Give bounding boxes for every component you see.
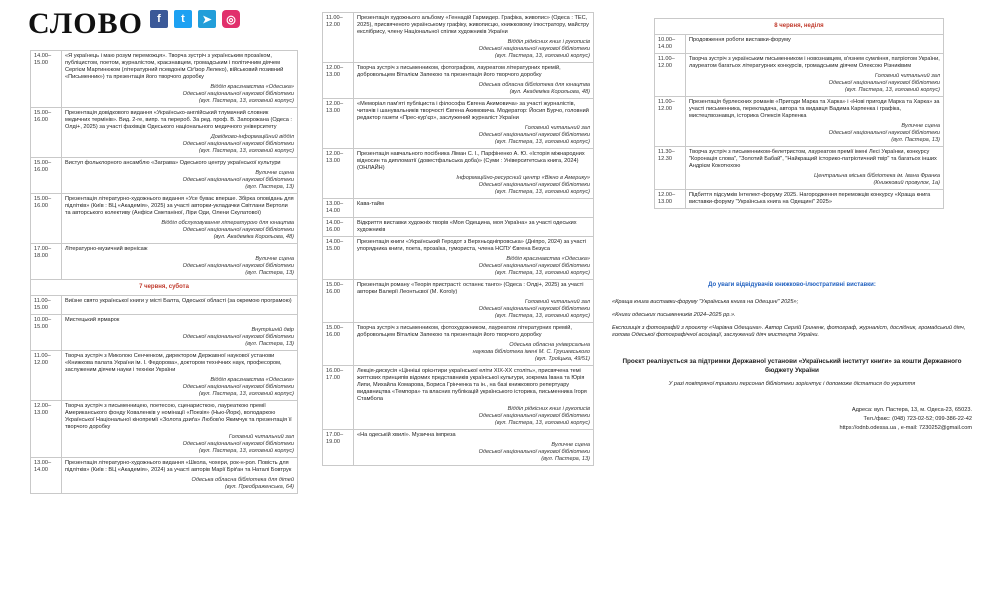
event-time: 13.00– 14.00 <box>31 458 62 494</box>
event-cell <box>686 35 944 54</box>
event-venue-address: Одеської національної наукової бібліотеки (вул. Пастера, 13) <box>182 177 294 190</box>
event-row <box>323 63 594 99</box>
event-venue-address: Одеської національної наукової бібліотеки (вул. Академіка Корольова, 48) <box>182 227 294 240</box>
event-description: Презентація роману «Теорія пристрасті: останнє танго» (Одеса : Олді+, 2025) за участі авторки Валерії Леонтьєвої (М. Koroly) <box>357 282 584 295</box>
event-time: 15.00– 16.00 <box>323 323 354 366</box>
event-cell <box>354 13 594 63</box>
event-row <box>655 147 944 190</box>
event-venue: Одеська обласна бібліотека для юнацтва <box>478 82 590 88</box>
event-time: 17.00– 19.00 <box>323 430 354 466</box>
event-venue: Головний читальний зал <box>524 125 590 131</box>
web-email-line[interactable]: https://odnb.odessa.ua , e-mail: 7230252@gmail.com <box>839 425 972 431</box>
air-alarm-note: У разі повітряної тривоги персонал бібліотеки зорієнтує і допоможе дістатися до укриття <box>668 381 916 387</box>
event-description: Презентація літературно-художнього видання «Усе буває вперше. Збірка оповідань для підлітків» (Київ : ВЦ «Академія», 2025) за участі авторки-укладачки Світлани Вертоли та авторського колективу (Анфіси Сметаніної, Ліри Оди, Олени Скулатової) <box>65 196 294 216</box>
site-logo[interactable] <box>28 9 143 39</box>
event-time: 11.30– 12.30 <box>655 147 686 190</box>
event-row <box>323 237 594 280</box>
event-cell <box>686 147 944 190</box>
day-heading-row <box>31 280 298 296</box>
event-description: Мистецький ярмарок <box>65 317 120 323</box>
event-venue: Центральна міська бібліотека ім. Івана Франка <box>814 173 940 179</box>
event-venue: Вуличне сцена <box>255 256 294 262</box>
event-description: Творча зустріч з письменником-белетристом, лауреатом премії імені Лесі Українки, конкурсу "Коронація слова", "Золотий Бабай", "Найкращий історико-патріотичний твір" та багатьох інших Андрієм Кокотюхою <box>689 149 937 169</box>
event-venue-address: Одеської національної наукової бібліотеки (вул. Пастера, 13, головний корпус) <box>478 132 590 145</box>
event-venue: Відділ краєзнавства «Одесика» <box>506 256 590 262</box>
schedule-column-1 <box>30 50 298 494</box>
event-venue: Вуличне сцена <box>901 123 940 129</box>
event-row <box>31 315 298 351</box>
event-time: 16.00– 17.00 <box>323 366 354 430</box>
event-description: Творча зустріч з письменником, фотографом, лауреатом літературних премій, добровольцем Віталієм Запекою та презентація його творчого доробку <box>357 65 561 78</box>
event-time: 17.00– 18.00 <box>31 244 62 280</box>
event-description: Творча зустріч з письменницею, поетесою, сценаристкою, лауреаткою премії Американського фонду Коваленків у номінації «Поезія» (Нью-Йорк), володаркою Української Національної кінопремії «Золота дзиґа» Любов'ю Якимчук та презентація її творчого доробку <box>65 403 292 430</box>
event-venue-address: Одеської національної наукової бібліотеки (вул. Пастера, 13, головний корпус) <box>182 441 294 454</box>
event-cell <box>686 97 944 147</box>
logo-text: СЛОВО <box>28 7 143 40</box>
event-row <box>323 149 594 199</box>
event-row <box>31 296 298 315</box>
event-time: 14.00– 15.00 <box>323 237 354 280</box>
event-cell <box>354 430 594 466</box>
event-row <box>655 97 944 147</box>
event-venue-address: Одеської національної наукової бібліотеки (вул. Пастера, 13, головний корпус) <box>182 141 294 154</box>
event-row <box>323 366 594 430</box>
event-row <box>31 401 298 458</box>
event-row <box>323 430 594 466</box>
event-time: 12.00– 13.00 <box>31 401 62 458</box>
event-venue: Вуличне сцена <box>551 442 590 448</box>
event-description: Літературно-музичний вернісаж <box>65 246 148 252</box>
event-cell <box>62 458 298 494</box>
event-venue: Одеська обласна бібліотека для дітей <box>191 477 294 483</box>
event-description: Презентація книги «Український Геродот з Верхньодніпровська» (Дніпро, 2024) за участі упорядника книги, поета, прозаїка, гумориста, члена НСПУ Євгена Безуса <box>357 239 587 252</box>
event-venue: Інформаційно-ресурсний центр «Вікно в Америку» <box>456 175 590 181</box>
event-row <box>31 351 298 401</box>
event-row <box>323 218 594 237</box>
schedule-table-3 <box>654 18 944 209</box>
event-description: «Меморіал пам'яті публіциста і філософа Євгена Акимовича» за участі журналістів, читачів і шанувальників творчості Євгена Акимовича. Модератор: Йосип Бурчо, головний редактор газети «Прес-кур'єр», заслужений журналіст України <box>357 101 589 121</box>
event-time: 12.00– 13.00 <box>323 149 354 199</box>
event-time: 11.00– 12.00 <box>31 351 62 401</box>
event-description: Презентація художнього альбому «Геннадій Гармидер. Графіка, живопис» (Одеса : ТЕС, 2025), присвяченого українському графіку, живописцю, книжковому ілюстратору, майстру екслібрису, члену Національної спілки художників України <box>357 15 589 35</box>
phone-line: Тел./факс: (048) 723-02-52; 099-386-22-42 <box>863 416 972 422</box>
event-cell <box>62 244 298 280</box>
event-row <box>31 51 298 108</box>
event-venue-address: Одеської національної наукової бібліотеки (вул. Пастера, 13) <box>828 130 940 143</box>
event-cell <box>62 315 298 351</box>
telegram-icon[interactable]: ➤ <box>198 10 216 28</box>
event-description: «На одеській хвилі». Музична імпреза <box>357 432 456 438</box>
event-cell <box>62 351 298 401</box>
instagram-icon[interactable]: ◎ <box>222 10 240 28</box>
day-heading: 7 червня, субота <box>31 280 298 296</box>
social-links <box>150 10 240 28</box>
event-venue-address: (вул. Академіка Корольова, 48) <box>509 89 590 95</box>
event-cell <box>354 149 594 199</box>
event-cell <box>354 63 594 99</box>
event-row <box>31 244 298 280</box>
event-cell <box>354 99 594 149</box>
event-time: 11.00– 15.00 <box>31 296 62 315</box>
event-venue-address: Одеської національної наукової бібліотеки (вул. Пастера, 13, головний корпус) <box>478 182 590 195</box>
event-description: Презентація бурлескних романів «Пригоди Марка та Харка» і «Нові пригоди Марка та Харка» за участі письменника, перекладача, автора та видавця Вадима Карпенка і графіка, мистецтвознавця, історика Олексія Карпенка <box>689 99 940 119</box>
event-venue-address: Одеської національної наукової бібліотеки (вул. Пастера, 13) <box>182 334 294 347</box>
event-time: 12.00– 13.00 <box>323 63 354 99</box>
project-support: Проєкт реалізується за підтримки Державної установи «Український інститут книги» за кошти Державного бюджету України <box>622 358 962 374</box>
facebook-icon[interactable]: f <box>150 10 168 28</box>
event-time: 10.00– 15.00 <box>31 315 62 351</box>
event-venue-address: Одеської національної наукової бібліотеки (вул. Пастера, 13, головний корпус) <box>478 263 590 276</box>
event-time: 11.00– 12.00 <box>655 54 686 97</box>
event-cell <box>686 190 944 209</box>
twitter-icon[interactable]: t <box>174 10 192 28</box>
schedule-column-2 <box>322 12 594 466</box>
event-cell <box>62 296 298 315</box>
notice-block <box>612 282 972 433</box>
event-venue-address: Одеської національної наукової бібліотеки (вул. Пастера, 13) <box>478 449 590 462</box>
event-description: «Я українець і маю розум переможця». Творча зустріч з українським прозаїком, публіцистом, поетом, журналістом, краєзнавцем, громадським і політичним діячем Сергієм Мартинюком (літературний псевдонім Сіґізор Лелеко), військовий позивний «Письменник») та презентація його творчого доробку <box>65 53 284 80</box>
event-time: 15.00– 16.00 <box>31 158 62 194</box>
event-row <box>323 99 594 149</box>
event-row <box>31 194 298 244</box>
event-cell <box>354 280 594 323</box>
event-cell <box>354 237 594 280</box>
event-description: Творча зустріч з українським письменником і новознавцем, в'язнем сумління, патріотом України, лауреатом багатьох літературних конкурсів, громадським діячем Олексою Різниківим <box>689 56 940 69</box>
event-time: 11.00– 12.00 <box>323 13 354 63</box>
event-venue: Головний читальний зал <box>874 73 940 79</box>
event-cell <box>354 218 594 237</box>
event-time: 14.00– 15.00 <box>31 51 62 108</box>
event-time: 15.00– 16.00 <box>323 280 354 323</box>
event-cell <box>62 158 298 194</box>
event-description: Презентація літературно-художнього видання «Школа, чохери, рок-н-рол. Повість для підлітків» (Київ : ВЦ «Академія», 2024) за участі авторів Марії Бріґан та Наталі Бовтрук <box>65 460 292 473</box>
event-time: 12.00– 13.00 <box>655 190 686 209</box>
event-row <box>323 199 594 218</box>
notice-item: «Краща книга виставки-форуму "Українська книга на Одещині" 2025»; <box>612 299 799 305</box>
day-heading: 8 червня, неділя <box>655 19 944 35</box>
event-venue-address: Одеської національної наукової бібліотеки (вул. Пастера, 13, головний корпус) <box>182 384 294 397</box>
notice-item: Експозиція з фотографій з проєкту «Чарівна Одещина». Автор Сергій Гриненк, фотограф, журналіст, дослідник, громадський діяч, голова Одеської фотографічної асоціації, заслужений діяч мистецтв України. <box>612 325 966 338</box>
event-venue-address: Одеської національної наукової бібліотеки (вул. Пастера, 13, головний корпус) <box>182 91 294 104</box>
event-cell <box>354 199 594 218</box>
notice-heading: До уваги відвідувачів книжково-ілюстративні виставки: <box>708 282 876 288</box>
event-time: 15.00– 16.00 <box>31 194 62 244</box>
event-time: 11.00– 12.00 <box>655 97 686 147</box>
event-venue-address: (Книжковий провулок, 1а) <box>873 180 940 186</box>
event-venue-address: (вул. Преображенська, 64) <box>224 484 294 490</box>
event-row <box>31 108 298 158</box>
event-venue: Вуличне сцена <box>255 170 294 176</box>
event-venue-address: Одеської національної наукової бібліотеки (вул. Пастера, 13, головний корпус) <box>478 46 590 59</box>
notice-item: «Книги одеських письменників 2024–2025 рр.». <box>612 312 736 318</box>
event-row <box>323 323 594 366</box>
event-venue: Внутрішній двір <box>251 327 294 333</box>
event-cell <box>62 108 298 158</box>
day-heading-row <box>655 19 944 35</box>
event-venue: Відділ краєзнавства «Одесика» <box>210 84 294 90</box>
event-venue: Головний читальний зал <box>524 299 590 305</box>
event-venue-address: Одеської національної наукової бібліотеки (вул. Пастера, 13, головний корпус) <box>478 413 590 426</box>
event-description: Творча зустріч з письменником, фотохудожником, лауреатом літературних премій, добровольцем Віталієм Запекою та презентація його творчого доробку <box>357 325 572 338</box>
event-description: Підбиття підсумків Інтелект-форуму 2025. Нагородження переможців конкурсу «Краща книга виставки-форуму "Українська книга на Одещині" 2025» <box>689 192 931 205</box>
event-row <box>31 458 298 494</box>
event-venue-address: Одеської національної наукової бібліотеки (вул. Пастера, 13, головний корпус) <box>828 80 940 93</box>
event-description: Творча зустріч з Миколою Сенченком, директором Державної наукової установи «Книжкова палата України ім. І. Федорова», доктором технічних наук, професором, заслуженим діячем науки і техніки України <box>65 353 282 373</box>
event-time: 15.00– 16.00 <box>31 108 62 158</box>
event-venue: Відділ рідкісних книг і рукописів <box>507 406 590 412</box>
event-cell <box>354 323 594 366</box>
event-row <box>655 54 944 97</box>
event-venue: Відділ обслуговування літературою для юнацтва <box>161 220 294 226</box>
event-description: Відкриття виставки художніх творів «Моя Одещина, моя Україна» за участі одеських художників <box>357 220 577 233</box>
site-header <box>28 6 143 42</box>
event-cell <box>62 194 298 244</box>
event-time: 14.00– 16.00 <box>323 218 354 237</box>
event-time: 12.00– 13.00 <box>323 99 354 149</box>
schedule-table-2 <box>322 12 594 466</box>
event-cell <box>62 401 298 458</box>
event-description: Презентація навчального посібника Ліман С. І., Парфіненко А. Ю. «Історія міжнародних відносин та дипломатії (довестфальська доба)» (Суми : Університетська книга, 2024) (ОНЛАЙН) <box>357 151 585 171</box>
event-venue: Відділ краєзнавства «Одесика» <box>210 377 294 383</box>
event-venue: Головний читальний зал <box>228 434 294 440</box>
event-time: 13.00– 14.00 <box>323 199 354 218</box>
event-row <box>655 190 944 209</box>
event-venue: Відділ рідкісних книг і рукописів <box>507 39 590 45</box>
address-line: Адреса: вул. Пастера, 13, м. Одеса-23, 65023. <box>851 407 972 413</box>
event-description: Лекція-дискусія «Цінніші орієнтири української еліти XIX-XX століть», присвячена темі життєвих принципів відомих представників української культури, зокрема Івана та Юрія Липи, Михайла Комарова, Бориса Грінченка та ін., на базі книжкового репертуару видавництва «Темпора» та власних публікацій українського історика, письменника Ігоря Стамбола <box>357 368 587 402</box>
event-description: Продовження роботи виставки-форуму <box>689 37 791 43</box>
event-description: Презентація довідкового видання «Українсько-англійський тлумачний словник медичних термінів». Вид. 2-ге, випр. та перероб. За ред. проф. В. Запорожана (Одеса : Олді+, 2025) за участі фахівців Одеського національного медичного університету <box>65 110 292 130</box>
event-description: Виступ фольклорного ансамблю «Заграва» Одеського центру української культури <box>65 160 281 166</box>
event-row <box>31 158 298 194</box>
event-cell <box>354 366 594 430</box>
event-time: 10.00– 14.00 <box>655 35 686 54</box>
event-description: Кава-тайм <box>357 201 384 207</box>
event-description: Виїзне свято української книги у місті Балта, Одеської області (за окремою програмою) <box>65 298 292 304</box>
event-venue-address: Одеської національної наукової бібліотеки (вул. Пастера, 13, головний корпус) <box>478 306 590 319</box>
event-venue-address: Одеської національної наукової бібліотеки (вул. Пастера, 13) <box>182 263 294 276</box>
event-venue: Довідково-інформаційний відділ <box>210 134 294 140</box>
event-venue-address: наукова бібліотека імені М. С. Грушевського (вул. Троїцька, 49/51) <box>472 349 590 362</box>
event-row <box>655 35 944 54</box>
event-row <box>323 280 594 323</box>
schedule-column-3 <box>654 18 944 209</box>
event-row <box>323 13 594 63</box>
event-cell <box>686 54 944 97</box>
schedule-table-1 <box>30 50 298 494</box>
event-cell <box>62 51 298 108</box>
event-venue: Одеська обласна універсальна <box>509 342 590 348</box>
contact-address <box>612 406 972 433</box>
